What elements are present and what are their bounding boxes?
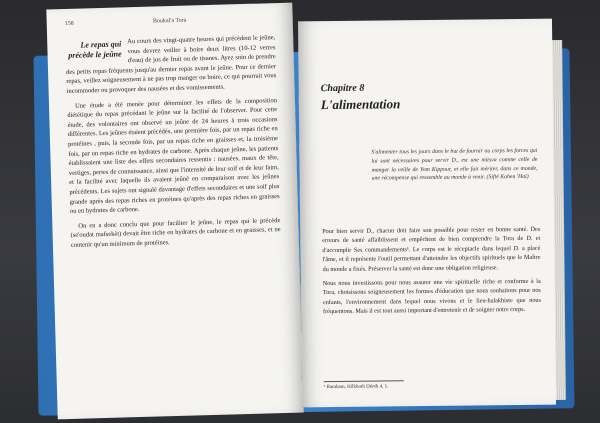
left-page <box>46 3 303 420</box>
paragraph: On en a donc conclu que pour faciliter le jeûne, le repas qui le précède (se'oudat mafsekèt) devait être riche en hydrates de carbone et en graisses, et ne contenir qu'un minimum de protéines. <box>70 216 281 249</box>
footnote: ¹ Rambam, Hilkhoth Déoth 4, 1. <box>323 384 389 391</box>
section-title: Le repas qui précède le jeûne <box>68 39 122 60</box>
paragraph: Nous nous investissons pour nous assurer une vie spirituelle riche et conforme à la Tora, choisissons soigneusement les formes d'éducation que nous souhaitons pour nos enfants, l'environnement dans lequel nous vivons et le lieu-halakhiste que nous fréquentons. Mais il est tout aussi important d'entretenir et de soigner notre corps. <box>322 277 541 316</box>
running-title: Boukal'a Tora <box>152 17 187 25</box>
epigraph: S'alimenter tous les jours dans le but de fournir au corps les forces qui lui sont nécessaires pour servir D., est une mitsva comme celle de manger la veille de Yom Kippour, et elle fait mériter, dans ce monde, une récompense qui ressemble au monde à venir. (Sifté Kohen 'Haï) <box>371 147 538 182</box>
page-number: 158 <box>64 20 74 28</box>
left-page-body <box>65 33 281 255</box>
running-head <box>47 15 293 28</box>
paragraph: Pour bien servir D., chacun doit faire son possible pour rester en bonne santé. Des erreurs de santé affaiblissent et empêchent de bien comprendre la Tora de D. et d'accomplir Ses commandements¹. Le corps est le réceptacle dans lequel D. a placé l'âme, et il représente l'outil permettant d'atteindre les objectifs spirituels que le Maître du monde a fixés. Préserver la santé est donc une obligation religieuse. <box>322 225 541 273</box>
chapter-label: Chapitre 8 <box>320 82 365 95</box>
right-page-body <box>322 225 541 322</box>
right-page <box>298 19 556 408</box>
paragraph: Une étude a été menée pour déterminer les effets de la composition diététique du repas précédant le jeûne sur la facilité de l'observer. Pour cette étude, des volontaires ont observé un jeûne de 24 heures à trois occasions différentes. Les jeûnes étaient précédés, une première fois, par un repas riche en protéines , puis, la seconde fois, par un repas riche en graisses et, la troisième fois, par un repas riche en hydrates de carbone. Après chaque jeûne, les patients établissaient une liste des effets secondaires ressentis : nausées, maux de tête, vertiges, pertes de connaissance, ainsi que l'intensité de leur soif et de leur faim, et la facilité avec laquelle ils avaient jeûné en comparaison avec les jeûnes précédents. Les sujets ont signalé davantage d'effets secondaires et une soif plus grande après des repas riches en protéines qu'après des repas riches en graisses ou en hydrates de carbone. <box>67 96 280 216</box>
chapter-title: L'alimentation <box>320 96 401 113</box>
paragraph: Au cours des vingt-quatre heures qui précèdent le jeûne, vous devrez veiller à boire deux litres (10-12 verres d'eau) de jus de fruit ou de tisanes. Ayez soin de prendre des petits repas fréquents jusqu'au dernier repas avant le jeûne. Pour ce dernier repas, veillez soigneusement à ne pas trop manger ou boire, ce qui pourrait vous incommoder ou provoquer des nausées et des vomissements. <box>65 34 277 95</box>
footnote-rule <box>324 380 404 382</box>
